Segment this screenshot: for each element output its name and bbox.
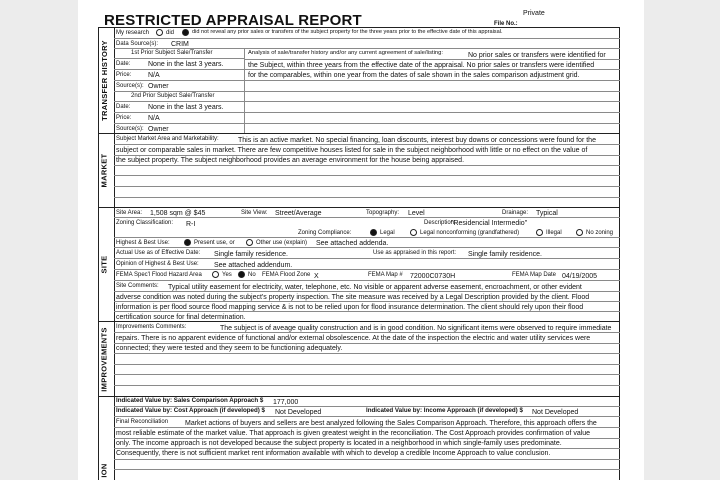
prior1-sources-label: Source(s):	[116, 83, 144, 89]
sales-approach-label: Indicated Value by: Sales Comparison Approach $	[116, 397, 264, 404]
research-did-radio[interactable]	[156, 29, 163, 36]
market-line-2: subject or comparable sales in market. There are few competitive houses listed for sale in the subject neighborhood with little or no effect on the value of	[116, 147, 588, 154]
hbu-note: See attached addenda.	[316, 240, 389, 247]
zoning-class-label: Zoning Classification:	[116, 220, 174, 226]
reconciliation-line-1: Market actions of buyers and sellers are best analyzed following the Sales Comparison Approach. Therefore, this approach offers the	[185, 420, 597, 427]
data-sources-label: Data Source(s):	[116, 41, 159, 47]
sales-approach-value: 177,000	[273, 399, 299, 406]
my-research-label: My research	[116, 30, 150, 36]
form-top-border	[98, 27, 620, 28]
compliance-illegal-label: Illegal	[546, 230, 562, 236]
prior2-price-label: Price:	[116, 115, 132, 121]
reconciliation-line-3: only. The income approach is not developed because the subject property is located in a neighborhood in which single-family uses predominate.	[116, 440, 562, 447]
research-did-label: did	[166, 30, 175, 36]
site-view-label: Site View:	[241, 210, 268, 216]
prior1-price-label: Price:	[116, 72, 132, 78]
description-label: Description:	[424, 220, 456, 226]
site-area-label: Site Area:	[116, 210, 143, 216]
fema-zone-label: FEMA Flood Zone	[262, 272, 311, 278]
fema-date-value: 04/19/2005	[562, 273, 598, 280]
fema-map-value: 72000C0730H	[410, 273, 456, 280]
prior2-title: 2nd Prior Subject Sale/Transfer	[131, 93, 215, 99]
cost-approach-value: Not Developed	[275, 409, 322, 416]
use-as-appraised-label: Use as appraised in this report:	[373, 250, 457, 256]
final-reconciliation-label: Final Reconciliation	[116, 419, 169, 425]
prior1-title: 1st Prior Subject Sale/Transfer	[131, 50, 213, 56]
reconciliation-section-label: ION	[99, 462, 109, 478]
cost-approach-label: Indicated Value by: Cost Approach (if developed) $	[116, 407, 265, 414]
fema-hazard-label: FEMA Spec'l Flood Hazard Area	[116, 272, 202, 278]
market-line-1: This is an active market. No special financing, loan discounts, interest buy downs or concessions were found for the	[238, 137, 596, 144]
transfer-history-section-label: TRANSFER HISTORY	[99, 39, 109, 121]
hbu-other-use-radio[interactable]	[246, 239, 253, 246]
hbu-present-use-label: Present use, or	[194, 240, 235, 246]
drainage-label: Drainage:	[502, 210, 529, 216]
fema-zone-value: X	[314, 273, 319, 280]
site-comments-line-3: information is per flood source flood mapping service & is not to be relied upon for flood insurance determination. The client should rely upon their flood	[116, 304, 584, 311]
income-approach-label: Indicated Value by: Income Approach (if developed) $	[366, 407, 523, 414]
prior2-date-label: Date:	[116, 104, 131, 110]
prior1-sources-value: Owner	[148, 83, 169, 90]
hbu-present-use-radio[interactable]	[184, 239, 191, 246]
fema-no-radio[interactable]	[238, 271, 245, 278]
compliance-no-zoning-label: No zoning	[586, 230, 614, 236]
prior2-sources-label: Source(s):	[116, 126, 144, 132]
compliance-legal-radio[interactable]	[370, 229, 377, 236]
improvements-line-2: repairs. There is no apparent evidence of functional and/or external obsolescence. At the date of the inspection the electric and water utility services were	[116, 335, 591, 342]
analysis-label: Analysis of sale/transfer history and/or any current agreement of sale/listing:	[248, 50, 443, 56]
market-label: Subject Market Area and Marketability:	[116, 136, 219, 142]
form-right-border	[619, 27, 620, 480]
analysis-line-3: for the comparables, within one year from the dates of sale shown in the sales comparison adjustment grid.	[248, 72, 580, 79]
compliance-nonconforming-radio[interactable]	[410, 229, 417, 236]
prior2-price-value: N/A	[148, 115, 160, 122]
prior1-price-value: N/A	[148, 72, 160, 79]
drainage-value: Typical	[536, 210, 558, 217]
improvements-section-label: IMPROVEMENTS	[99, 326, 109, 392]
site-comments-label: Site Comments:	[116, 283, 159, 289]
research-did-not-radio[interactable]	[182, 29, 189, 36]
site-area-value: 1,508 sqm @ $45	[150, 210, 206, 217]
site-comments-line-2: adverse condition was noted during the subject's property inspection. The site measure was received by a Legal Description provided by the client. Flood	[116, 294, 590, 301]
market-section-label: MARKET	[99, 153, 109, 188]
report-title: RESTRICTED APPRAISAL REPORT	[104, 12, 362, 29]
compliance-nonconforming-label: Legal nonconforming (grandfathered)	[420, 230, 520, 236]
data-sources-value: CRIM	[171, 41, 189, 48]
topography-label: Topography:	[366, 210, 400, 216]
actual-use-label: Actual Use as of Effective Date:	[116, 250, 201, 256]
analysis-line-1: No prior sales or transfers were identified for	[468, 52, 606, 59]
opinion-hbu-label: Opinion of Highest & Best Use:	[116, 261, 199, 267]
file-no-label: File No.:	[494, 21, 518, 27]
label-column-border	[114, 27, 115, 480]
improvements-line-1: The subject is of aveage quality construction and is in good condition. No significant items were observed to require immediate	[220, 325, 612, 332]
fema-date-label: FEMA Map Date	[512, 272, 557, 278]
opinion-hbu-value: See attached addendum.	[214, 262, 293, 269]
description-value: "Residencial Intermedio"	[451, 220, 528, 227]
hbu-other-use-label: Other use (explain)	[256, 240, 308, 246]
market-line-3: the subject property. The subject neighborhood provides an average environment for the house being appraised.	[116, 157, 465, 164]
prior2-date-value: None in the last 3 years.	[148, 104, 224, 111]
zoning-class-value: R-I	[186, 221, 196, 228]
site-comments-line-1: Typical utility easement for electricity, water, telephone, etc. No visible or apparent adverse easement, encroachment, or other evident	[168, 284, 582, 291]
fema-yes-radio[interactable]	[212, 271, 219, 278]
fema-yes-label: Yes	[222, 272, 232, 278]
compliance-illegal-radio[interactable]	[536, 229, 543, 236]
compliance-no-zoning-radio[interactable]	[576, 229, 583, 236]
site-section-label: SITE	[99, 255, 109, 274]
improvements-line-3: connected; they were tested and they seem to be functioning adequately.	[116, 345, 343, 352]
reconciliation-line-4: Consequently, there is not sufficient market rent information available with which to develop a credible Income Approach to value conclusion.	[116, 450, 551, 457]
topography-value: Level	[408, 210, 425, 217]
reconciliation-line-2: most reliable estimate of the market value. That approach is given greatest weight in the reconciliation. The Cost Approach provides confirmation of value	[116, 430, 591, 437]
actual-use-value: Single family residence.	[214, 251, 288, 258]
site-comments-line-4: certification source for final determination.	[116, 314, 246, 321]
prior1-date-label: Date:	[116, 61, 131, 67]
use-as-appraised-value: Single family residence.	[468, 251, 542, 258]
hbu-label: Highest & Best Use:	[116, 240, 170, 246]
fema-map-label: FEMA Map #	[368, 272, 403, 278]
analysis-line-2: the Subject, within three years from the effective date of the appraisal. No prior sales or transfers were identified	[248, 62, 595, 69]
prior1-date-value: None in the last 3 years.	[148, 61, 224, 68]
fema-no-label: No	[248, 272, 256, 278]
compliance-legal-label: Legal	[380, 230, 395, 236]
prior2-sources-value: Owner	[148, 126, 169, 133]
site-view-value: Street/Average	[275, 210, 322, 217]
private-label: Private	[523, 10, 545, 17]
income-approach-value: Not Developed	[532, 409, 579, 416]
improvements-label: Improvements Comments:	[116, 324, 187, 330]
appraisal-form-page	[78, 0, 644, 480]
research-did-not-text: did not reveal any prior sales or transfers of the subject property for the three years prior to the effective date of this appraisal.	[192, 29, 503, 35]
zoning-compliance-label: Zoning Compliance:	[298, 230, 352, 236]
